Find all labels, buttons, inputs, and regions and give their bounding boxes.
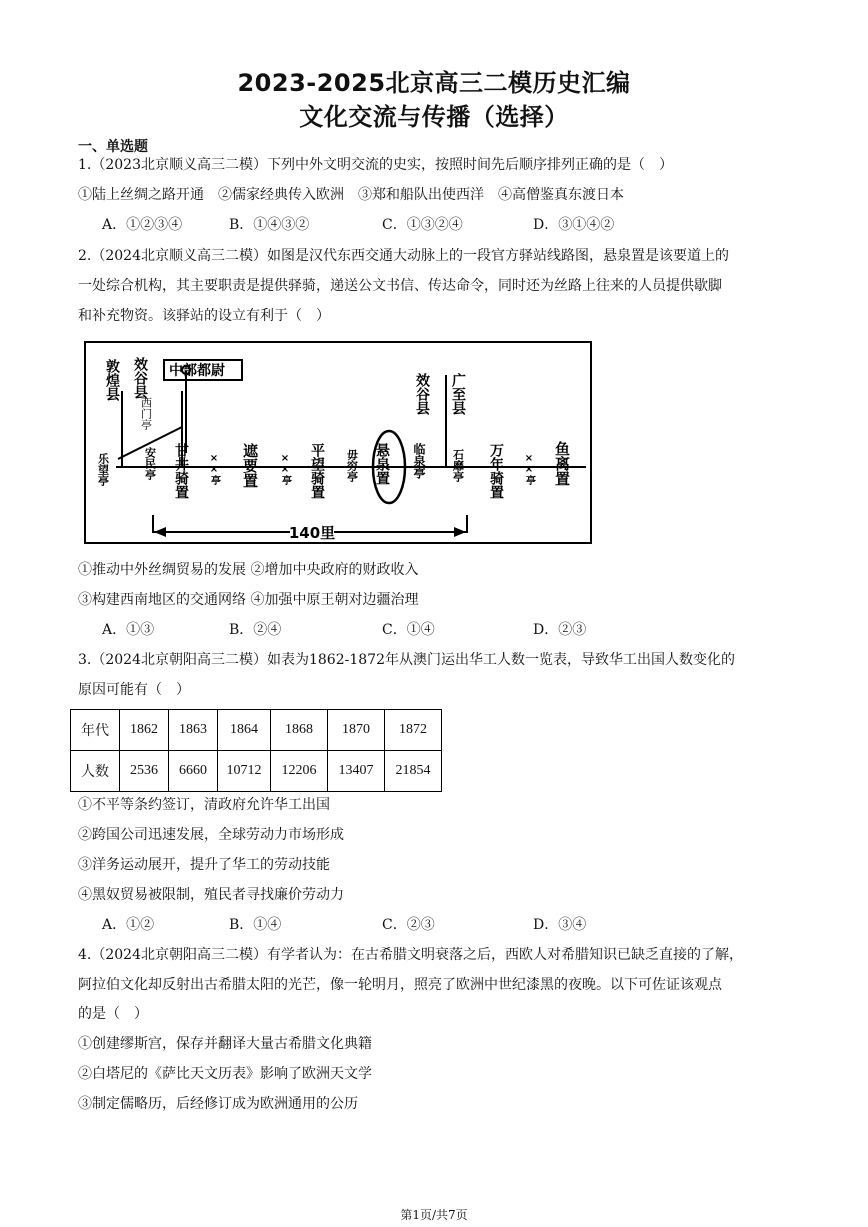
q2-stem-line1: 2.（2024北京顺义高三二模）如图是汉代东西交通大动脉上的一段官方驿站线路图，悬泉置是该要道上的	[78, 248, 729, 264]
map-label: 敦煌县	[104, 359, 120, 401]
station-label: ××亭	[523, 453, 535, 485]
option-c[interactable]: C．①④	[382, 622, 435, 638]
station-label: 鱼离置	[553, 441, 571, 486]
emigration-table	[70, 709, 442, 792]
q4-item: ③制定儒略历，后经修订成为欧洲通用的公历	[78, 1096, 358, 1112]
station-label: ××亭	[208, 453, 220, 485]
table-cell: 1864	[218, 710, 271, 751]
table-cell: 1870	[328, 710, 385, 751]
q4-item: ②白塔尼的《萨比天文历表》影响了欧洲天文学	[78, 1066, 372, 1082]
map-label: 广至县	[450, 373, 466, 415]
relay-station-map	[84, 341, 592, 544]
option-d[interactable]: D．②③	[533, 622, 587, 638]
station-label: 悬泉置	[374, 443, 390, 485]
station-label: 万年骑置	[488, 443, 504, 499]
q3-item: ③洋务运动展开，提升了华工的劳动技能	[78, 857, 330, 873]
q2-items-line2: ③构建西南地区的交通网络 ④加强中原王朝对边疆治理	[78, 592, 419, 608]
table-cell: 21854	[385, 751, 442, 792]
page-title: 2023-2025北京高三二模历史汇编	[237, 69, 631, 97]
option-c[interactable]: C．①③②④	[382, 217, 463, 233]
table-row	[71, 710, 442, 751]
map-label: 效谷县	[414, 373, 430, 415]
page-subtitle: 文化交流与传播（选择）	[299, 103, 569, 131]
table-cell: 12206	[271, 751, 328, 792]
station-label: 遮要置	[241, 443, 259, 488]
q4-stem-line2: 阿拉伯文化却反射出古希腊太阳的光芒，像一轮明月，照亮了欧洲中世纪漆黑的夜晚。以下可佐证该观点	[78, 977, 722, 993]
page-footer: 第1页/共7页	[400, 1208, 468, 1222]
map-label: 西门亭	[139, 397, 153, 430]
q1-items: ①陆上丝绸之路开通 ②儒家经典传入欧洲 ③郑和船队出使西洋 ④高僧鉴真东渡日本	[78, 187, 624, 203]
table-cell: 2536	[120, 751, 169, 792]
q3-stem-line2: 原因可能有（ ）	[78, 682, 190, 698]
q2-stem-line2: 一处综合机构，其主要职责是提供驿骑，递送公文书信、传达命令，同时还为丝路上往来的人员提供歇脚	[78, 278, 722, 294]
q2-stem-line3: 和补充物资。该驿站的设立有利于（ ）	[78, 308, 330, 324]
map-label: 中部都尉	[169, 363, 225, 379]
station-label: 甘井骑置	[173, 443, 189, 499]
q3-item: ②跨国公司迅速发展，全球劳动力市场形成	[78, 827, 344, 843]
option-b[interactable]: B．①④③②	[229, 217, 310, 233]
q4-stem-line1: 4.（2024北京朝阳高三二模）有学者认为：在古希腊文明衰落之后，西欧人对希腊知识已缺乏直接的了解，	[78, 947, 743, 963]
q3-stem-line1: 3.（2024北京朝阳高三二模）如表为1862-1872年从澳门运出华工人数一览表，导致华工出国人数变化的	[78, 652, 735, 668]
table-cell: 1868	[271, 710, 328, 751]
table-cell: 人数	[71, 751, 120, 792]
q4-stem-line3: 的是（ ）	[78, 1006, 148, 1022]
distance-label: 140里	[288, 524, 336, 542]
table-cell: 1863	[169, 710, 218, 751]
q1-stem: 1.（2023北京顺义高三二模）下列中外文明交流的史实，按照时间先后顺序排列正确的是（ ）	[78, 157, 673, 173]
option-d[interactable]: D．③④	[533, 917, 587, 933]
q3-item: ①不平等条约签订，清政府允许华工出国	[78, 797, 330, 813]
station-label: 临泉亭	[412, 443, 426, 479]
map-label: 效谷县	[132, 357, 148, 399]
section-heading: 一、单选题	[78, 139, 148, 155]
table-cell: 年代	[71, 710, 120, 751]
option-c[interactable]: C．②③	[382, 917, 435, 933]
station-label: ××亭	[279, 453, 291, 485]
table-cell: 10712	[218, 751, 271, 792]
table-cell: 1872	[385, 710, 442, 751]
q4-item: ①创建缪斯宫，保存并翻译大量古希腊文化典籍	[78, 1036, 372, 1052]
table-cell: 13407	[328, 751, 385, 792]
q3-item: ④黑奴贸易被限制，殖民者寻找廉价劳动力	[78, 887, 344, 903]
station-label: 乐望亭	[96, 453, 110, 486]
option-d[interactable]: D．③①④②	[533, 217, 615, 233]
option-b[interactable]: B．②④	[229, 622, 282, 638]
option-a[interactable]: A．①③	[102, 622, 155, 638]
station-label: 石靡亭	[451, 449, 465, 482]
option-a[interactable]: A．①②③④	[102, 217, 183, 233]
station-label: 毋穷亭	[345, 449, 359, 482]
option-a[interactable]: A．①②	[102, 917, 155, 933]
table-row	[71, 751, 442, 792]
station-label: 安民亭	[143, 447, 157, 480]
q2-items-line1: ①推动中外丝绸贸易的发展 ②增加中央政府的财政收入	[78, 562, 419, 578]
station-label: 平望骑置	[309, 443, 325, 499]
option-b[interactable]: B．①④	[229, 917, 282, 933]
table-cell: 1862	[120, 710, 169, 751]
table-cell: 6660	[169, 751, 218, 792]
